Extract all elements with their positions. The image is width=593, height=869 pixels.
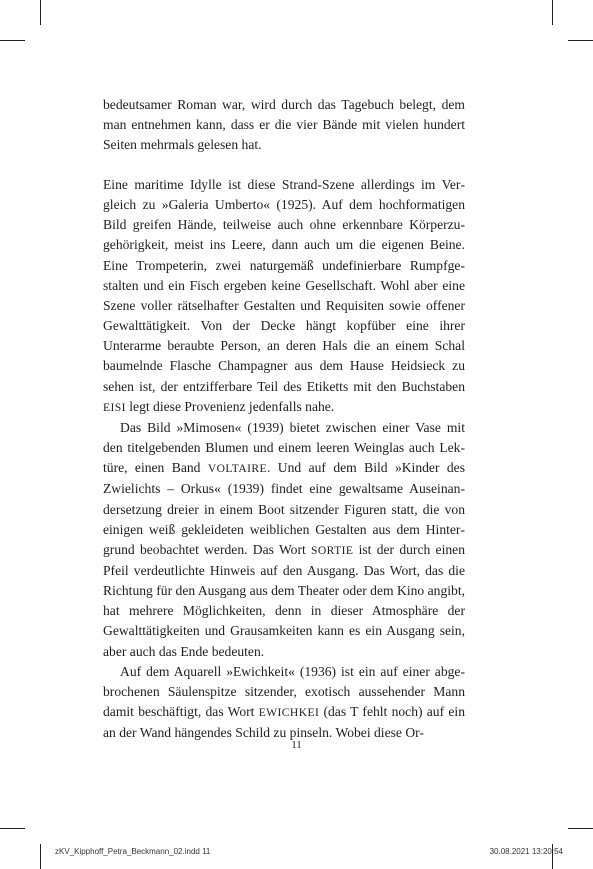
crop-mark-top-left [40, 0, 41, 25]
text-run: bedeutsamer Roman war, wird durch das Tagebuch belegt, dem man entnehmen kann, dass er die vier Bände mit vielen hundert Seiten mehrmals gelesen hat. [103, 97, 465, 153]
small-caps-word: SORTIE [311, 543, 354, 557]
text-run: (das T fehlt noch) auf ein an der Wand hängendes Schild zu pinseln. Wobei diese Or- [103, 704, 465, 741]
small-caps-word: EWICHKEI [258, 706, 320, 720]
text-block-main [103, 175, 465, 743]
text-run: Auf dem Aquarell »Ewichkeit« (1936) ist ein auf einer abgebrochenen Säulenspitze sitzender, exotisch aussehender Mann damit beschäftigt, das Wort [103, 663, 465, 720]
paragraph [103, 418, 465, 662]
page-number: 11 [291, 739, 302, 751]
crop-mark-top-right-h [568, 40, 593, 41]
paragraph [103, 95, 465, 155]
text-run: legt diese Provenienz jedenfalls nahe. [125, 398, 335, 414]
text-run: Eine maritime Idylle ist diese Strand-Szene allerdings im Vergleich zu »Galeria Umberto« (1925). Auf dem hochformatigen Bild greifen Hände, teilweise auch ohne erkennbare Körperzugehörigkeit, meist ins Leere, dann auch um die eigenen Beine. Eine Trompeterin, zwei naturgemäß undefinierbare Rumpfgestalten und ein Fisch ergeben keine Gesellschaft. Wohl aber eine Szene voller rätselhafter Gestalten und Requisiten sowie offener Gewalttätigkeit. Von der Decke hängt kopfüber eine ihrer Unterarme beraubte Person, an deren Hals die an einem Schal baumelnde Flasche Champagner aus dem Hause Heidsieck zu sehen ist, der entzifferbare Teil des Etiketts mit den Buchstaben [103, 177, 465, 394]
crop-mark-bottom-left [40, 844, 41, 869]
small-caps-word: VOLTAIRE [207, 462, 268, 476]
paragraph [103, 175, 465, 418]
text-run: Das Bild »Mimosen« (1939) bietet zwischen einer Vase mit den titelgebenden Blumen und einem leeren Weinglas auch Lektüre, einen Band [103, 419, 465, 476]
small-caps-word: EISI [103, 400, 126, 414]
text-run: ist der durch einen Pfeil verdeutlichte Hinweis auf den Ausgang. Das Wort, das die Richtung für den Ausgang aus dem Theater oder dem Kino angibt, hat mehrere Möglichkeiten, denn in dieser Atmosphäre der Gewalttätigkeiten und Grausamkeiten kann es ein Ausgang sein, aber auch das Ende bedeuten. [103, 541, 465, 659]
text-block-top [103, 95, 465, 155]
crop-mark-top-right [552, 0, 553, 25]
text-run: . Und auf dem Bild »Kinder des Zwielichts – Orkus« (1939) findet eine gewaltsame Auseinandersetzung dreier in einem Boot sitzender Figuren statt, die von einigen weiß gekleideten weiblichen Gestalten aus dem Hintergrund beobachtet werden. Das Wort [103, 460, 465, 557]
crop-mark-bottom-right-h [568, 828, 593, 829]
crop-mark-bottom-left-h [0, 828, 25, 829]
slug-timestamp: 30.08.2021 13:20:54 [489, 847, 563, 856]
crop-mark-top-left-h [0, 40, 25, 41]
paragraph [103, 662, 465, 744]
slug-filename: zKV_Kipphoff_Petra_Beckmann_02.indd 11 [55, 847, 211, 856]
